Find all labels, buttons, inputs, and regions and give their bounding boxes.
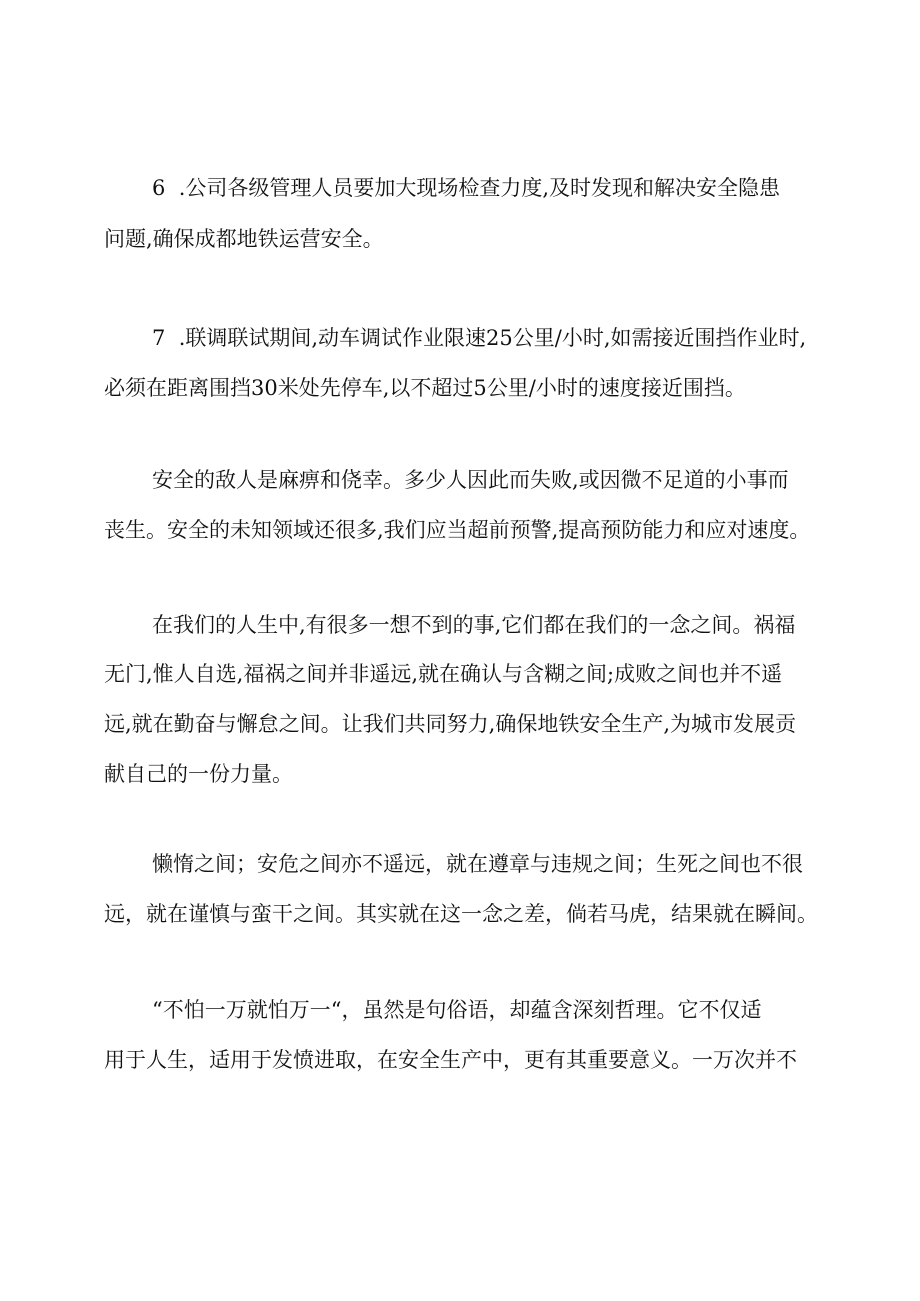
paragraph-4-line-1: 在我们的人生中,有很多一想不到的事,它们都在我们的一念之间。祸福 [152,613,796,637]
paragraph-5-line-2: 远，就在谨慎与蛮干之间。其实就在这一念之差，倘若马虎，结果就在瞬间。 [104,902,818,926]
paragraph-3-line-1: 安全的敌人是麻痹和侥幸。多少人因此而失败,或因微不足道的小事而 [152,468,789,492]
paragraph-2-line-2: 必须在距离围挡30米处先停车,以不超过5公里/小时的速度接近围挡。 [104,376,746,400]
paragraph-5-line-1: 懒惰之间；安危之间亦不遥远，就在遵章与违规之间；生死之间也不很 [152,852,803,876]
paragraph-4-line-4: 献自己的一份力量。 [104,762,293,786]
paragraph-1-line-2: 问题,确保成都地铁运营安全。 [104,227,384,251]
paragraph-2-line-1: 7 .联调联试期间,动车调试作业限速25公里/小时,如需接近围挡作业时, [152,326,807,350]
paragraph-4-line-2: 无门,惟人自选,福祸之间并非遥远,就在确认与含糊之间;成败之间也并不遥 [104,662,783,686]
paragraph-6-line-2: 用于人生，适用于发愤进取，在安全生产中，更有其重要意义。一万次并不 [104,1048,797,1072]
paragraph-4-line-3: 远,就在勤奋与懈怠之间。让我们共同努力,确保地铁安全生产,为城市发展贡 [104,712,797,736]
paragraph-3-line-2: 丧生。安全的未知领域还很多,我们应当超前预警,提高预防能力和应对速度。 [104,518,811,542]
paragraph-1-line-1: 6 .公司各级管理人员要加大现场检查力度,及时发现和解决安全隐患 [152,176,781,200]
paragraph-6-line-1: “不怕一万就怕万一“，虽然是句俗语，却蕴含深刻哲理。它不仅适 [152,998,762,1022]
